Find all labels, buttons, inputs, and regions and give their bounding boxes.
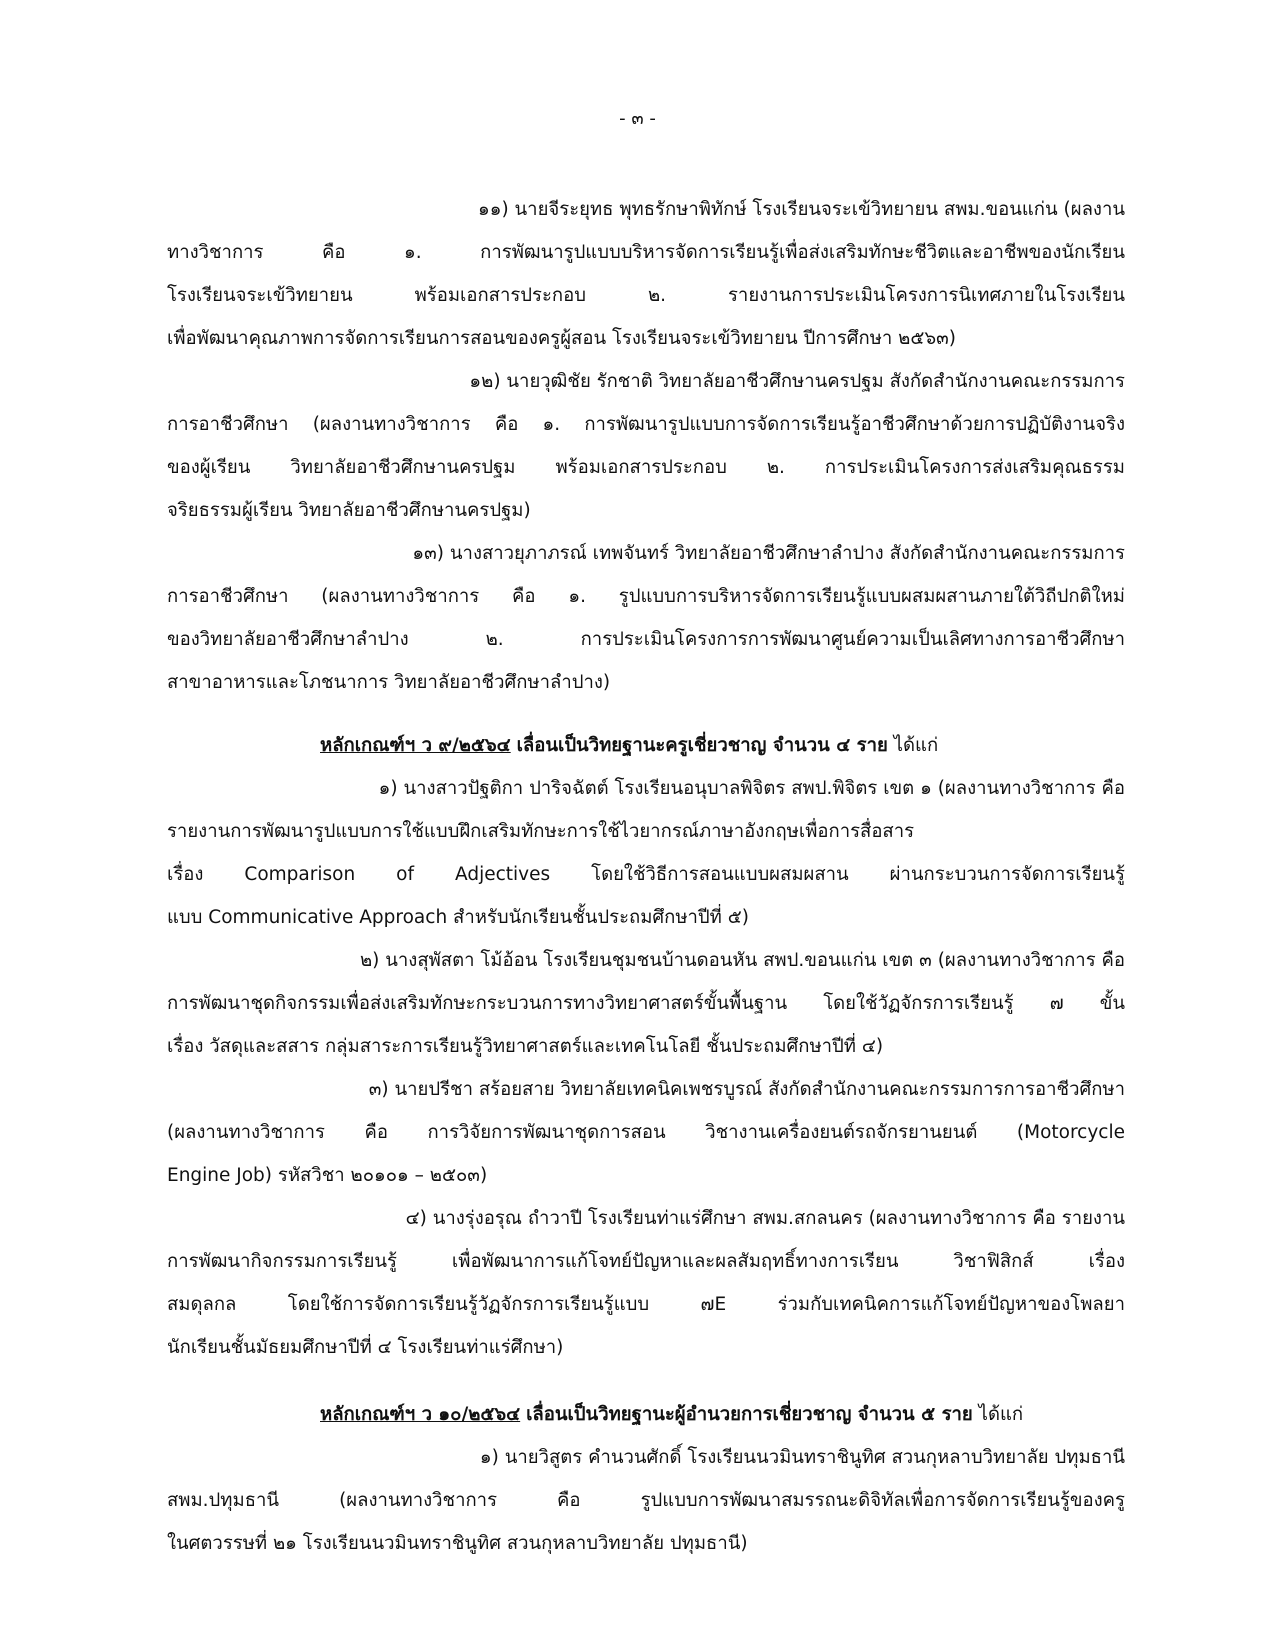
entry-line: โรงเรียนจระเข้วิทยายน พร้อมเอกสารประกอบ ๒. รายงานการประเมินโครงการนิเทศภายในโรงเรียน xyxy=(167,285,1125,306)
list-item xyxy=(167,1436,1125,1565)
section-suffix: ได้แก่ xyxy=(893,735,939,756)
entry-line: ทางวิชาการ คือ ๑. การพัฒนารูปแบบบริหารจัดการเรียนรู้เพื่อส่งเสริมทักษะชีวิตและอาชีพของนักเรียน xyxy=(167,242,1125,263)
entry-first-line: ๑) นายวิสูตร คำนวนศักดิ์ โรงเรียนนวมินทราชินูทิศ สวนกุหลาบวิทยาลัย ปทุมธานี xyxy=(479,1447,1125,1468)
entry-first-line: ๑๑) นายจีระยุทธ พุทธรักษาพิทักษ์ โรงเรียนจระเข้วิทยายน สพม.ขอนแก่น (ผลงาน xyxy=(477,199,1125,220)
entry-first-line: ๒) นางสุพัสตา โม้อ้อน โรงเรียนชุมชนบ้านดอนหัน สพป.ขอนแก่น เขต ๓ (ผลงานทางวิชาการ คือ xyxy=(359,950,1125,971)
section-criteria: หลักเกณฑ์ฯ ว ๙/๒๕๖๔ xyxy=(320,735,511,756)
entry-line: เพื่อพัฒนาคุณภาพการจัดการเรียนการสอนของครูผู้สอน โรงเรียนจระเข้วิทยายน ปีการศึกษา ๒๕๖๓) xyxy=(167,328,956,349)
entry-line: เรื่อง Comparison of Adjectives โดยใช้วิธีการสอนแบบผสมผสาน ผ่านกระบวนการจัดการเรียนรู้ xyxy=(167,864,1125,885)
list-item xyxy=(167,1068,1125,1197)
page-number: - ๓ - xyxy=(619,108,656,129)
entry-line: สมดุลกล โดยใช้การจัดการเรียนรู้วัฏจักรการเรียนรู้แบบ ๗E ร่วมกับเทคนิคการแก้โจทย์ปัญหาของโพลยา xyxy=(167,1294,1125,1315)
list-item xyxy=(167,188,1125,360)
section-title: เลื่อนเป็นวิทยฐานะครูเชี่ยวชาญ จำนวน ๔ ราย xyxy=(516,735,888,756)
entry-first-line: ๔) นางรุ่งอรุณ ถำวาปี โรงเรียนท่าแร่ศึกษา สพม.สกลนคร (ผลงานทางวิชาการ คือ รายงาน xyxy=(405,1208,1125,1229)
section-heading-director-expert xyxy=(167,1393,1125,1436)
section-criteria: หลักเกณฑ์ฯ ว ๑๐/๒๕๖๔ xyxy=(320,1404,521,1425)
list-item xyxy=(167,939,1125,1068)
list-item xyxy=(167,360,1125,532)
entry-line: จริยธรรมผู้เรียน วิทยาลัยอาชีวศึกษานครปฐม) xyxy=(167,500,531,521)
entry-first-line: ๓) นายปรีชา สร้อยสาย วิทยาลัยเทคนิคเพชรบูรณ์ สังกัดสำนักงานคณะกรรมการการอาชีวศึกษา xyxy=(368,1079,1125,1100)
entry-line: (ผลงานทางวิชาการ คือ การวิจัยการพัฒนาชุดการสอน วิชางานเครื่องยนต์รถจักรยานยนต์ (Motorcycle xyxy=(167,1122,1125,1143)
section-heading-teacher-expert xyxy=(167,724,1125,767)
entry-line: การพัฒนากิจกรรมการเรียนรู้ เพื่อพัฒนาการแก้โจทย์ปัญหาและผลสัมฤทธิ์ทางการเรียน วิชาฟิสิกส์ เรื่อง xyxy=(167,1251,1125,1272)
list-item xyxy=(167,532,1125,704)
entry-first-line: ๑๒) นายวุฒิชัย รักชาติ วิทยาลัยอาชีวศึกษานครปฐม สังกัดสำนักงานคณะกรรมการ xyxy=(469,371,1125,392)
entry-line: การอาชีวศึกษา (ผลงานทางวิชาการ คือ ๑. การพัฒนารูปแบบการจัดการเรียนรู้อาชีวศึกษาด้วยการปฏิบัติงานจริง xyxy=(167,414,1125,435)
list-item xyxy=(167,1197,1125,1369)
entry-line: ของวิทยาลัยอาชีวศึกษาลำปาง ๒. การประเมินโครงการการพัฒนาศูนย์ความเป็นเลิศทางการอาชีวศึกษา xyxy=(167,629,1125,650)
list-item xyxy=(167,767,1125,939)
entry-line: แบบ Communicative Approach สำหรับนักเรียนชั้นประถมศึกษาปีที่ ๕) xyxy=(167,907,749,928)
entry-line: สพม.ปทุมธานี (ผลงานทางวิชาการ คือ รูปแบบการพัฒนาสมรรถนะดิจิทัลเพื่อการจัดการเรียนรู้ของครู xyxy=(167,1490,1125,1511)
entry-line: รายงานการพัฒนารูปแบบการใช้แบบฝึกเสริมทักษะการใช้ไวยากรณ์ภาษาอังกฤษเพื่อการสื่อสาร xyxy=(167,821,915,842)
entry-first-line: ๑) นางสาวปัฐติกา ปาริจฉัตต์ โรงเรียนอนุบาลพิจิตร สพป.พิจิตร เขต ๑ (ผลงานทางวิชาการ คือ xyxy=(378,778,1125,799)
section-title: เลื่อนเป็นวิทยฐานะผู้อำนวยการเชี่ยวชาญ จำนวน ๕ ราย xyxy=(526,1404,973,1425)
entry-line: ของผู้เรียน วิทยาลัยอาชีวศึกษานครปฐม พร้อมเอกสารประกอบ ๒. การประเมินโครงการส่งเสริมคุณธรรม xyxy=(167,457,1125,478)
entry-line: เรื่อง วัสดุและสสาร กลุ่มสาระการเรียนรู้วิทยาศาสตร์และเทคโนโลยี ชั้นประถมศึกษาปีที่ ๔) xyxy=(167,1036,884,1057)
entry-line: ในศตวรรษที่ ๒๑ โรงเรียนนวมินทราชินูทิศ สวนกุหลาบวิทยาลัย ปทุมธานี) xyxy=(167,1533,748,1554)
entry-line: Engine Job) รหัสวิชา ๒๐๑๐๑ – ๒๕๐๓) xyxy=(167,1165,488,1186)
entry-line: นักเรียนชั้นมัธยมศึกษาปีที่ ๔ โรงเรียนท่าแร่ศึกษา) xyxy=(167,1337,564,1358)
entry-line: การอาชีวศึกษา (ผลงานทางวิชาการ คือ ๑. รูปแบบการบริหารจัดการเรียนรู้แบบผสมผสานภายใต้วิถีปกติใหม่ xyxy=(167,586,1125,607)
entry-first-line: ๑๓) นางสาวยุภาภรณ์ เทพจันทร์ วิทยาลัยอาชีวศึกษาลำปาง สังกัดสำนักงานคณะกรรมการ xyxy=(412,543,1125,564)
entry-line: สาขาอาหารและโภชนาการ วิทยาลัยอาชีวศึกษาลำปาง) xyxy=(167,672,611,693)
document-body xyxy=(167,188,1125,1565)
section-suffix: ได้แก่ xyxy=(978,1404,1024,1425)
entry-line: การพัฒนาชุดกิจกรรมเพื่อส่งเสริมทักษะกระบวนการทางวิทยาศาสตร์ขั้นพื้นฐาน โดยใช้วัฏจักรการเรียนรู้ ๗ ขั้น xyxy=(167,993,1125,1014)
